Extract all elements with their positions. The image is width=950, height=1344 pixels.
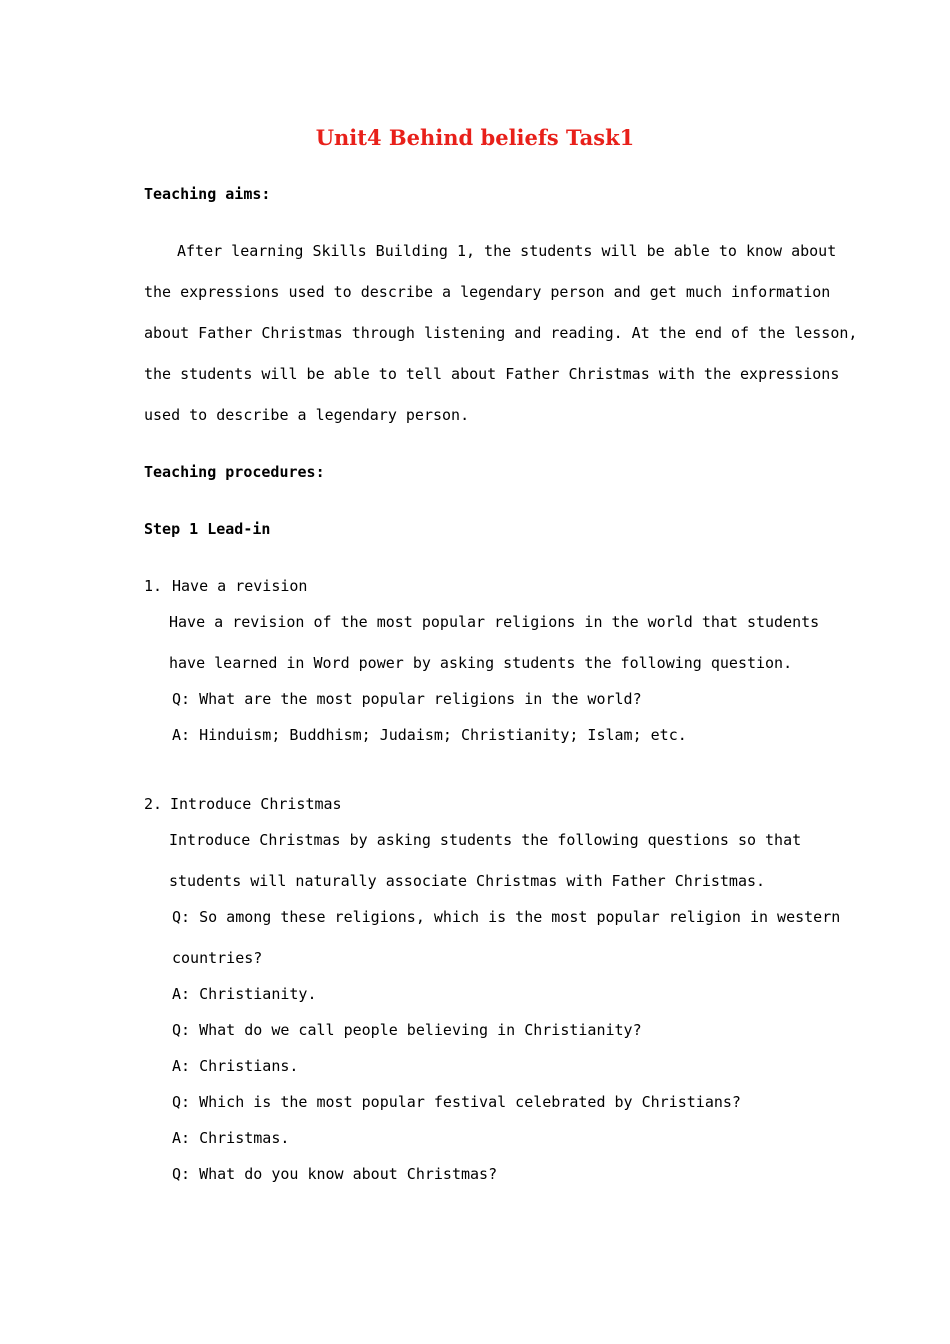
item1-title: Have a revision <box>172 577 308 595</box>
item1-qa: Q: What are the most popular religions in the world? <box>172 690 642 708</box>
item2-number: 2. <box>144 795 163 813</box>
item2-qa: Q: What do you know about Christmas? <box>172 1165 498 1183</box>
item1-line: Have a revision of the most popular religions in the world that students <box>169 613 820 631</box>
aims-line: the expressions used to describe a legendary person and get much information <box>144 283 831 301</box>
item2-line: Introduce Christmas by asking students the following questions so that <box>169 831 802 849</box>
item1-number: 1. <box>144 577 163 595</box>
step1-heading: Step 1 Lead-in <box>144 520 271 538</box>
item2-line: students will naturally associate Christmas with Father Christmas. <box>169 872 766 890</box>
item2-title: Introduce Christmas <box>170 795 342 813</box>
item2-qa: Q: What do we call people believing in Christianity? <box>172 1021 642 1039</box>
aims-line: After learning Skills Building 1, the students will be able to know about <box>177 242 837 260</box>
item2-qa: A: Christians. <box>172 1057 299 1075</box>
aims-line: the students will be able to tell about Father Christmas with the expressions <box>144 365 840 383</box>
item2-qa: countries? <box>172 949 263 967</box>
teaching-aims-heading: Teaching aims: <box>144 185 271 203</box>
teaching-procedures-heading: Teaching procedures: <box>144 463 325 481</box>
aims-line: about Father Christmas through listening and reading. At the end of the lesson, <box>144 324 858 342</box>
item2-qa: A: Christmas. <box>172 1129 290 1147</box>
item1-qa: A: Hinduism; Buddhism; Judaism; Christianity; Islam; etc. <box>172 726 687 744</box>
aims-line: used to describe a legendary person. <box>144 406 470 424</box>
item2-qa: A: Christianity. <box>172 985 317 1003</box>
document-title: Unit4 Behind beliefs Task1 <box>315 125 635 150</box>
item2-qa: Q: Which is the most popular festival celebrated by Christians? <box>172 1093 741 1111</box>
item2-qa: Q: So among these religions, which is the most popular religion in western <box>172 908 841 926</box>
item1-line: have learned in Word power by asking students the following question. <box>169 654 793 672</box>
